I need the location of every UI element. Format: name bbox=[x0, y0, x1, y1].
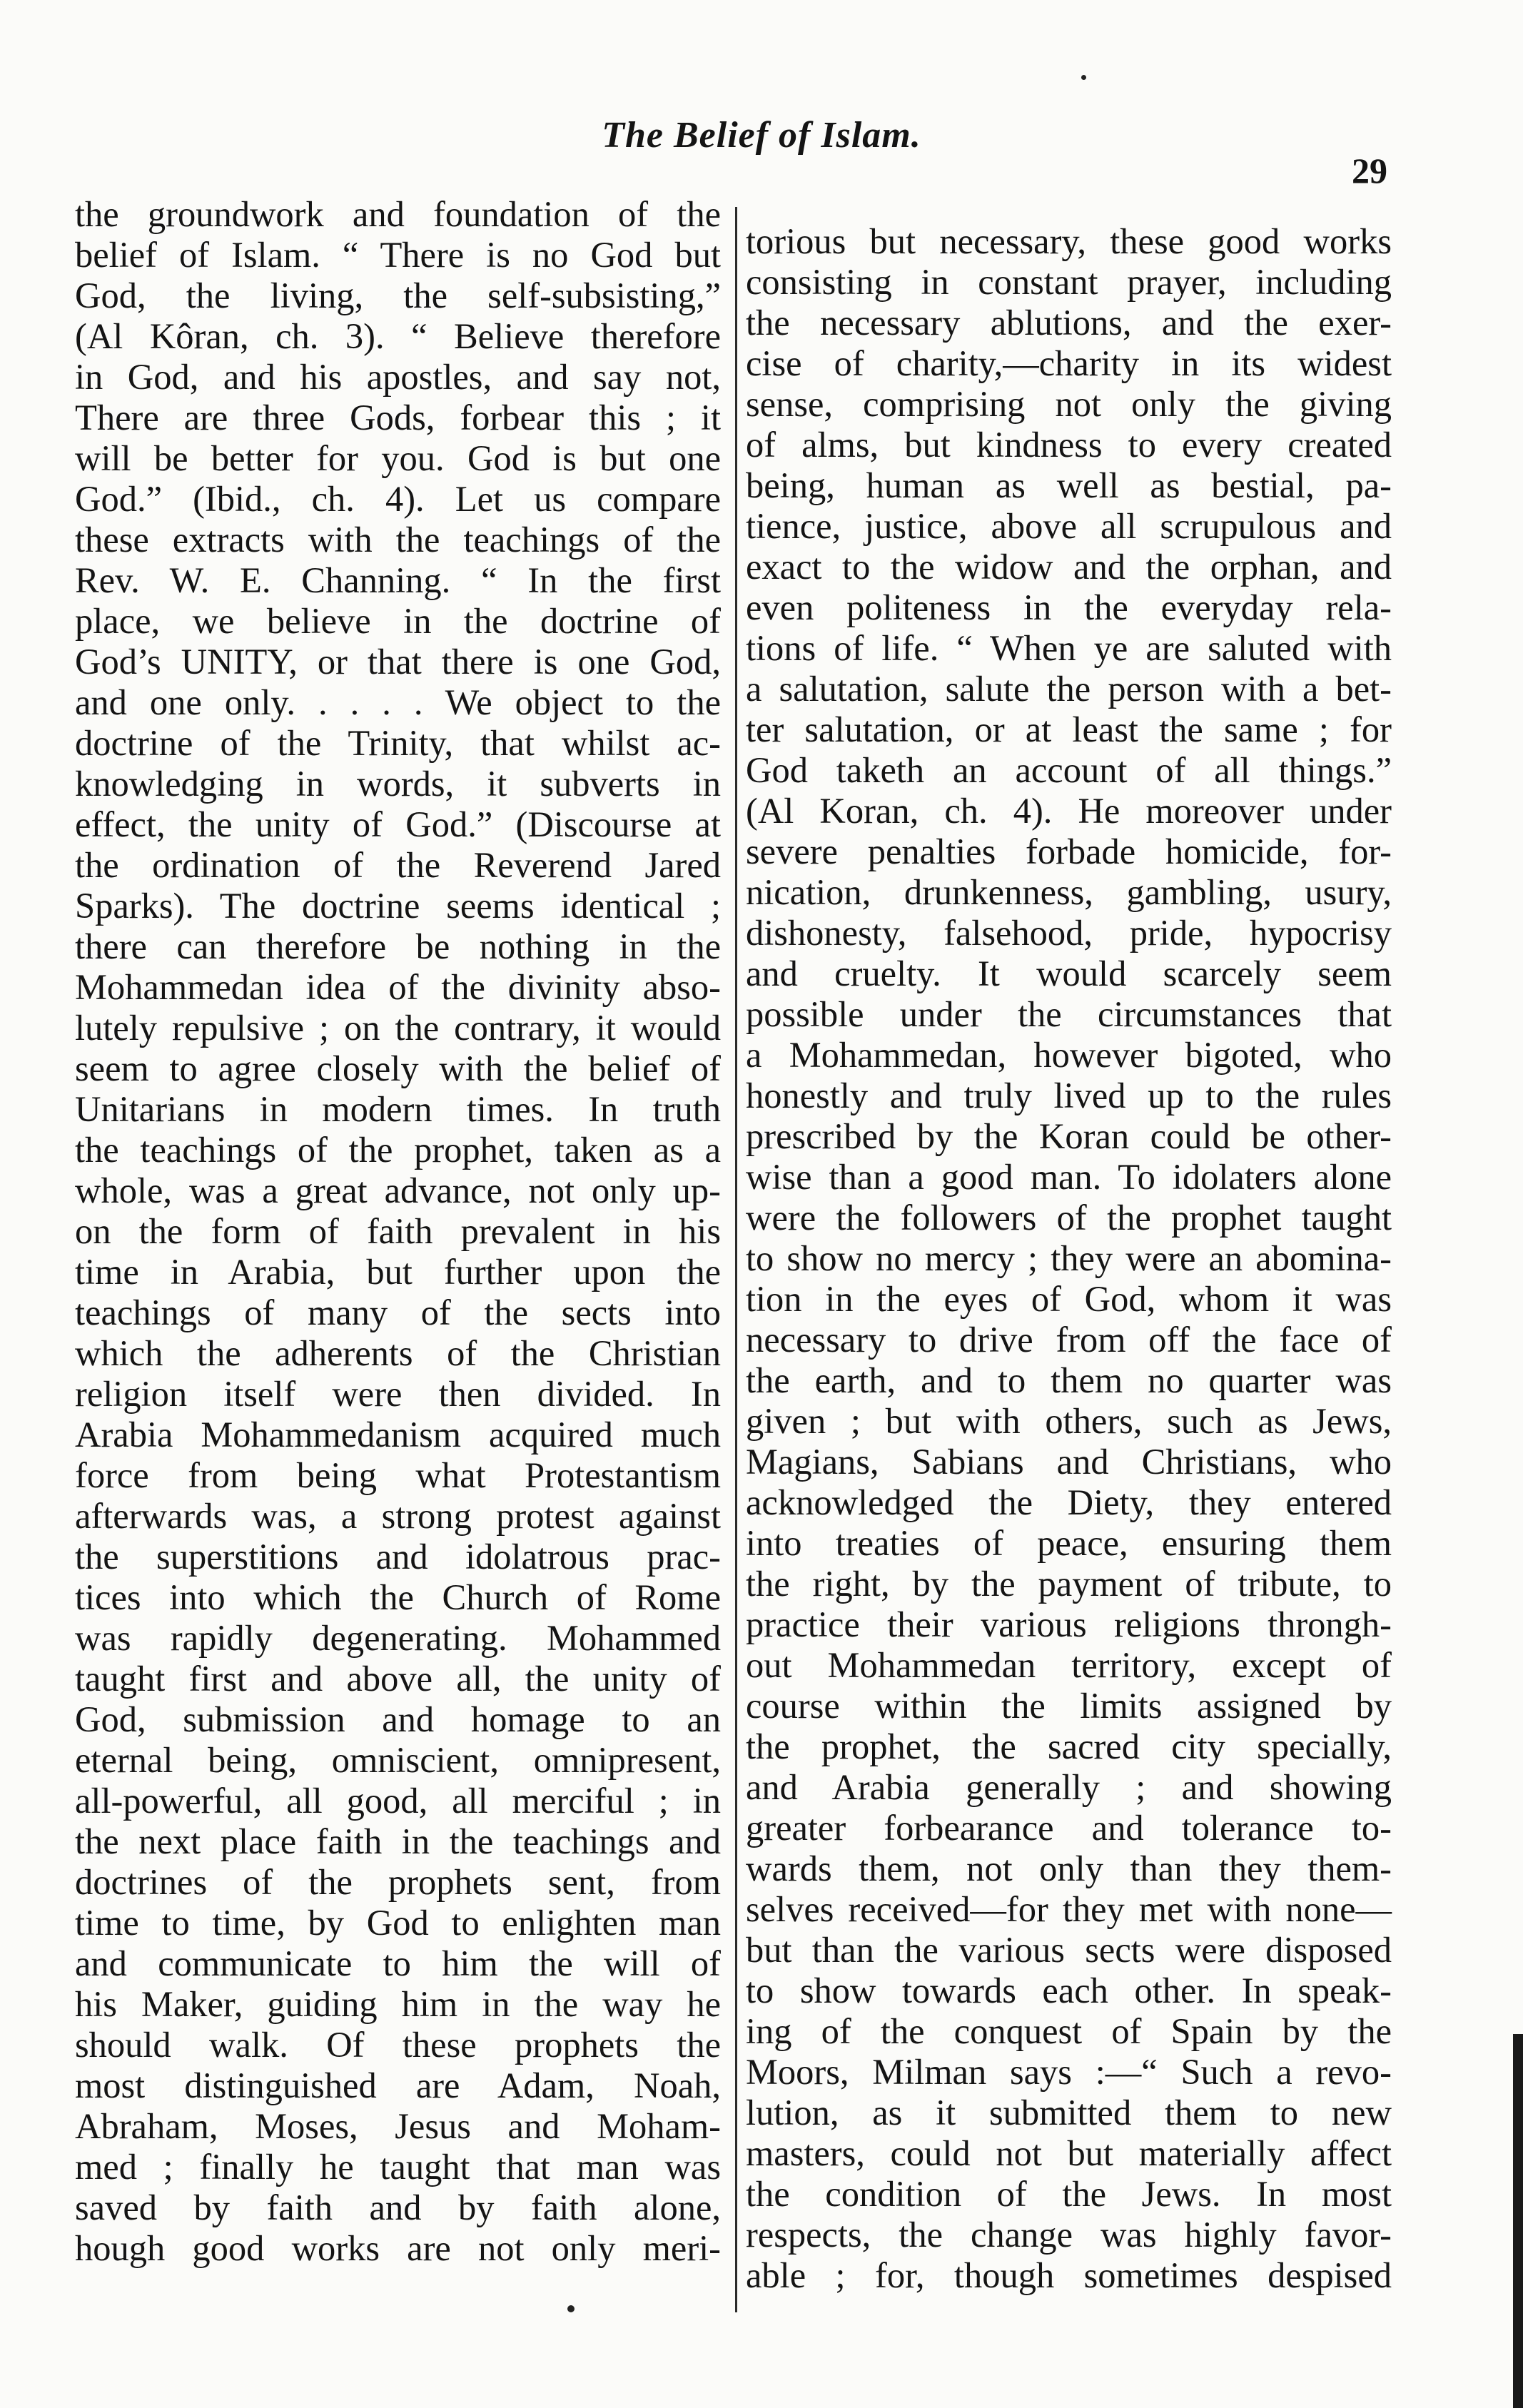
text-line: doctrines of the prophets sent, from bbox=[75, 1862, 721, 1902]
text-line: greater forbearance and tolerance to- bbox=[746, 1808, 1392, 1848]
text-line: lutely repulsive ; on the contrary, it would bbox=[75, 1008, 721, 1048]
text-line: being, human as well as bestial, pa- bbox=[746, 465, 1392, 505]
text-line: out Mohammedan territory, except of bbox=[746, 1645, 1392, 1685]
text-line: Unitarians in modern times. In truth bbox=[75, 1089, 721, 1129]
text-line: into treaties of peace, ensuring them bbox=[746, 1523, 1392, 1563]
text-line: which the adherents of the Christian bbox=[75, 1333, 721, 1373]
text-line: and communicate to him the will of bbox=[75, 1943, 721, 1983]
text-line: the superstitions and idolatrous prac- bbox=[75, 1537, 721, 1577]
text-line: respects, the change was highly favor- bbox=[746, 2215, 1392, 2255]
text-line: the groundwork and foundation of the bbox=[75, 194, 721, 234]
text-line: (Al Kôran, ch. 3). “ Believe therefore bbox=[75, 316, 721, 356]
text-line: eternal being, omniscient, omnipresent, bbox=[75, 1740, 721, 1780]
text-line: God, submission and homage to an bbox=[75, 1699, 721, 1739]
print-speck bbox=[1081, 75, 1086, 80]
text-line: course within the limits assigned by bbox=[746, 1686, 1392, 1726]
text-line: time in Arabia, but further upon the bbox=[75, 1252, 721, 1292]
text-line: a Mohammedan, however bigoted, who bbox=[746, 1035, 1392, 1075]
text-line: whole, was a great advance, not only up- bbox=[75, 1170, 721, 1210]
text-line: the earth, and to them no quarter was bbox=[746, 1360, 1392, 1400]
text-line: the prophet, the sacred city specially, bbox=[746, 1726, 1392, 1766]
text-line: the ordination of the Reverend Jared bbox=[75, 845, 721, 885]
text-line: wise than a good man. To idolaters alone bbox=[746, 1157, 1392, 1197]
text-line: a salutation, salute the person with a bet- bbox=[746, 669, 1392, 709]
text-line: these extracts with the teachings of the bbox=[75, 520, 721, 560]
text-line: necessary to drive from off the face of bbox=[746, 1320, 1392, 1360]
text-line: seem to agree closely with the belief of bbox=[75, 1048, 721, 1088]
text-line: dishonesty, falsehood, pride, hypocrisy bbox=[746, 913, 1392, 953]
text-line: Sparks). The doctrine seems identical ; bbox=[75, 886, 721, 926]
page-edge-shadow bbox=[1513, 2034, 1523, 2408]
text-line: tions of life. “ When ye are saluted with bbox=[746, 628, 1392, 668]
text-line: knowledging in words, it subverts in bbox=[75, 764, 721, 804]
text-line: force from being what Protestantism bbox=[75, 1455, 721, 1495]
text-line: able ; for, though sometimes despised bbox=[746, 2255, 1392, 2295]
text-line: was rapidly degenerating. Mohammed bbox=[75, 1618, 721, 1658]
text-line: religion itself were then divided. In bbox=[75, 1374, 721, 1414]
text-line: (Al Koran, ch. 4). He moreover under bbox=[746, 791, 1392, 831]
text-line: of alms, but kindness to every created bbox=[746, 425, 1392, 465]
text-line: Magians, Sabians and Christians, who bbox=[746, 1442, 1392, 1482]
text-line: place, we believe in the doctrine of bbox=[75, 601, 721, 641]
text-line: but than the various sects were disposed bbox=[746, 1930, 1392, 1970]
text-line: Mohammedan idea of the divinity abso- bbox=[75, 967, 721, 1007]
text-line: should walk. Of these prophets the bbox=[75, 2025, 721, 2065]
text-line: ing of the conquest of Spain by the bbox=[746, 2011, 1392, 2051]
right-text-column bbox=[746, 221, 1392, 2296]
text-line: effect, the unity of God.” (Discourse at bbox=[75, 804, 721, 844]
text-line: God taketh an account of all things.” bbox=[746, 750, 1392, 790]
text-line: Moors, Milman says :—“ Such a revo- bbox=[746, 2052, 1392, 2092]
text-line: masters, could not but materially affect bbox=[746, 2133, 1392, 2173]
text-line: tience, justice, above all scrupulous and bbox=[746, 506, 1392, 546]
text-line: saved by faith and by faith alone, bbox=[75, 2187, 721, 2227]
text-line: and one only. . . . . We object to the bbox=[75, 682, 721, 722]
text-line: Arabia Mohammedanism acquired much bbox=[75, 1415, 721, 1455]
text-line: prescribed by the Koran could be other- bbox=[746, 1116, 1392, 1156]
text-line: the teachings of the prophet, taken as a bbox=[75, 1130, 721, 1170]
text-line: cise of charity,—charity in its widest bbox=[746, 343, 1392, 383]
text-line: afterwards was, a strong protest against bbox=[75, 1496, 721, 1536]
text-line: even politeness in the everyday rela- bbox=[746, 587, 1392, 627]
text-line: belief of Islam. “ There is no God but bbox=[75, 235, 721, 275]
text-line: taught first and above all, the unity of bbox=[75, 1659, 721, 1699]
text-line: teachings of many of the sects into bbox=[75, 1292, 721, 1332]
text-line: Rev. W. E. Channing. “ In the first bbox=[75, 560, 721, 600]
text-line: There are three Gods, forbear this ; it bbox=[75, 398, 721, 437]
text-line: in God, and his apostles, and say not, bbox=[75, 357, 721, 397]
text-line: there can therefore be nothing in the bbox=[75, 926, 721, 966]
text-line: torious but necessary, these good works bbox=[746, 221, 1392, 261]
text-line: tices into which the Church of Rome bbox=[75, 1577, 721, 1617]
text-line: his Maker, guiding him in the way he bbox=[75, 1984, 721, 2024]
text-line: hough good works are not only meri- bbox=[75, 2228, 721, 2268]
page-number: 29 bbox=[1352, 151, 1387, 191]
column-divider bbox=[735, 207, 737, 2312]
text-line: God, the living, the self-subsisting,” bbox=[75, 275, 721, 315]
text-line: the condition of the Jews. In most bbox=[746, 2174, 1392, 2214]
text-line: Abraham, Moses, Jesus and Moham- bbox=[75, 2106, 721, 2146]
text-line: sense, comprising not only the giving bbox=[746, 384, 1392, 424]
text-line: given ; but with others, such as Jews, bbox=[746, 1401, 1392, 1441]
text-line: and cruelty. It would scarcely seem bbox=[746, 953, 1392, 993]
text-line: were the followers of the prophet taught bbox=[746, 1198, 1392, 1238]
text-line: selves received—for they met with none— bbox=[746, 1889, 1392, 1929]
left-text-column bbox=[75, 194, 721, 2269]
text-line: acknowledged the Diety, they entered bbox=[746, 1482, 1392, 1522]
text-line: on the form of faith prevalent in his bbox=[75, 1211, 721, 1251]
text-line: wards them, not only than they them- bbox=[746, 1848, 1392, 1888]
text-line: possible under the circumstances that bbox=[746, 994, 1392, 1034]
text-line: the right, by the payment of tribute, to bbox=[746, 1564, 1392, 1604]
text-line: severe penalties forbade homicide, for- bbox=[746, 831, 1392, 871]
text-line: will be better for you. God is but one bbox=[75, 438, 721, 478]
text-line: lution, as it submitted them to new bbox=[746, 2093, 1392, 2133]
running-title: The Belief of Islam. bbox=[602, 115, 921, 156]
text-line: all-powerful, all good, all merciful ; in bbox=[75, 1781, 721, 1821]
text-line: to show towards each other. In speak- bbox=[746, 1971, 1392, 2010]
text-line: the necessary ablutions, and the exer- bbox=[746, 303, 1392, 343]
text-line: nication, drunkenness, gambling, usury, bbox=[746, 872, 1392, 912]
text-line: doctrine of the Trinity, that whilst ac- bbox=[75, 723, 721, 763]
text-line: time to time, by God to enlighten man bbox=[75, 1903, 721, 1943]
text-line: to show no mercy ; they were an abomina- bbox=[746, 1238, 1392, 1278]
text-line: most distinguished are Adam, Noah, bbox=[75, 2065, 721, 2105]
text-line: med ; finally he taught that man was bbox=[75, 2147, 721, 2187]
text-line: ter salutation, or at least the same ; for bbox=[746, 709, 1392, 749]
text-line: consisting in constant prayer, including bbox=[746, 262, 1392, 302]
text-line: practice their various religions throngh- bbox=[746, 1604, 1392, 1644]
text-line: tion in the eyes of God, whom it was bbox=[746, 1279, 1392, 1319]
text-line: exact to the widow and the orphan, and bbox=[746, 547, 1392, 587]
text-line: God’s UNITY, or that there is one God, bbox=[75, 642, 721, 682]
text-line: and Arabia generally ; and showing bbox=[746, 1767, 1392, 1807]
text-line: honestly and truly lived up to the rules bbox=[746, 1076, 1392, 1116]
text-line: the next place faith in the teachings and bbox=[75, 1821, 721, 1861]
text-line: God.” (Ibid., ch. 4). Let us compare bbox=[75, 479, 721, 519]
print-speck bbox=[567, 2305, 575, 2312]
